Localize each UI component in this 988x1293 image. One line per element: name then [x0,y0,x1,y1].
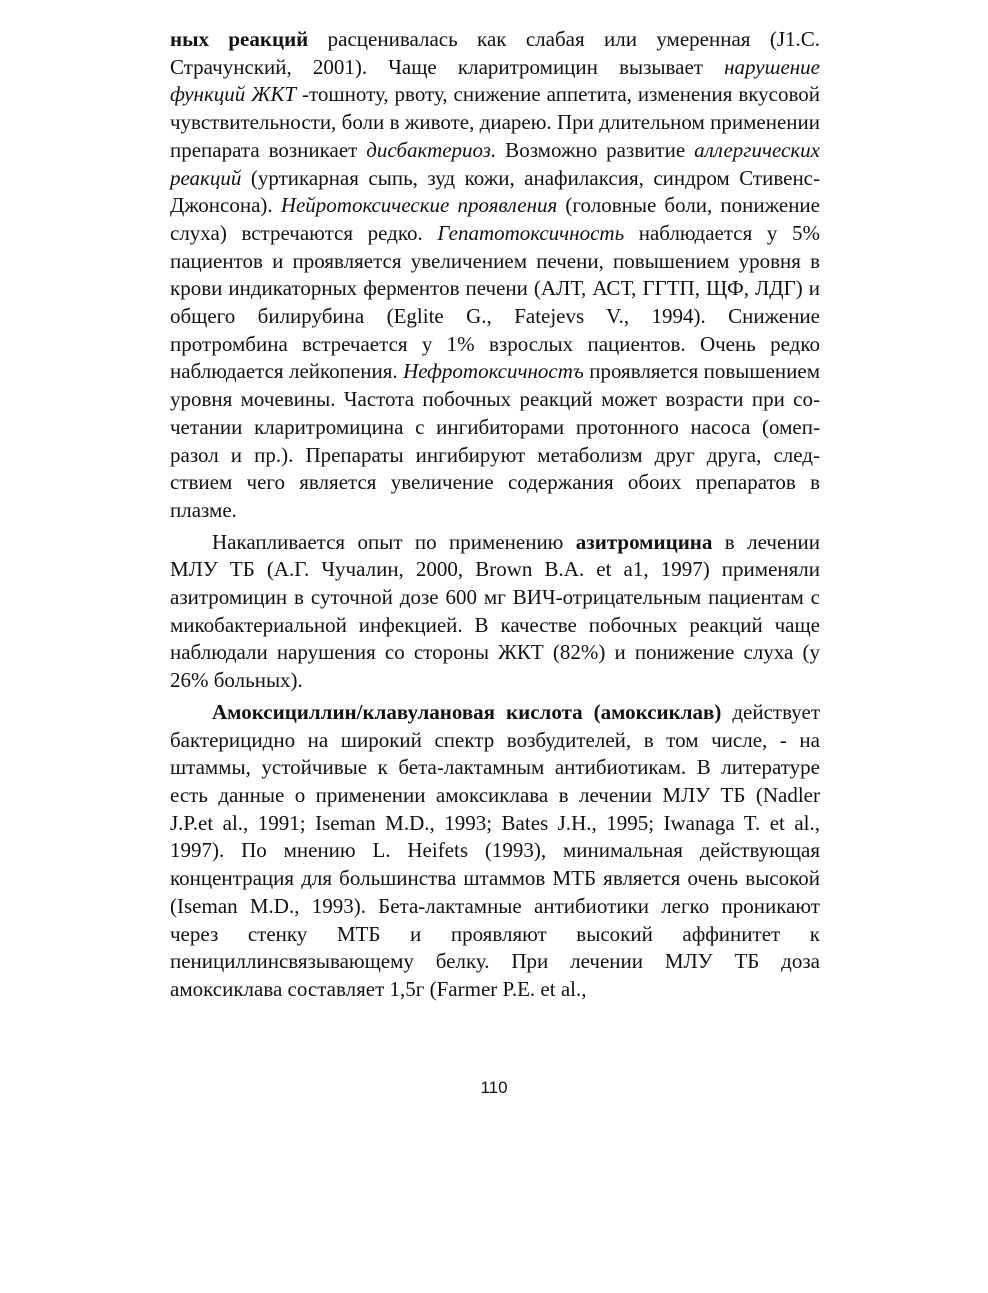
bold-term: Амоксициллин/клавулановая кислота (амоксиклав) [212,699,722,724]
text-run: расценивалась как слабая или умеренная (J1.C. Страчунский, 2001). Чаще кларитромицин вызывает [170,27,820,79]
text-run: наблюдается у 5% пациентов и проявляется увеличением печени, повышением уровня в крови индикаторных ферментов печени (АЛТ, АСТ, ГГТП, ЩФ, ЛДГ) и общего билирубина (Eglite G., Fatejevs V., 1994). Снижение протромбина встречается у 1% взрослых пациентов. Очень редко наблюдается лейкопения. [170,220,820,384]
italic-term: дисбактериоз. [366,137,497,162]
paragraph-clarithromycin-side-effects [170,26,820,525]
italic-term: аллергических реакций [170,137,820,190]
text-run: (уртикарная сыпь, зуд кожи, анафилаксия, синдром Стивенс-Джонсона). [170,165,820,218]
paragraph-azithromycin [170,529,820,695]
italic-term: Нейротоксические проявления [280,193,558,218]
italic-term: нарушение функций ЖКТ [170,54,820,107]
italic-term: Нефротоксичностъ [403,359,584,384]
text-run: -тошноту, рвоту, снижение аппетита, изменения вкусовой чувствительности, боли в животе, диарею. При длительном применении препарата возникает [170,82,820,162]
text-run: Накапливается опыт по применению [212,529,576,554]
text-run: проявляется повышением уровня мочевины. Частота побочных реакций может возрасти при сочетании кларитромицина с ингибиторами протонного насоса (омепразол и пр.). Препараты ингибируют метаболизм друг друга, следствием чего является увеличение содержания обоих препаратов в плазме. [170,359,820,522]
page-number: 110 [480,1078,508,1097]
text-run: в лечении МЛУ ТБ (А.Г. Чучалин, 2000, Brown В.А. et a1, 1997) применяли азитромицин в суточной дозе 600 мг ВИЧ-отрицательным пациентам с микобактериальной инфекцией. В качестве побочных реакций чаще наблюдали нарушения со стороны ЖКТ (82%) и понижение слуха (у 26% больных). [170,529,821,693]
italic-term: Гепатотоксичность [437,220,625,245]
page-body [170,26,820,1004]
bold-term: азитромицина [575,529,713,554]
text-run: Возможно развитие [496,137,695,162]
text-run: (головные боли, понижение слуха) встречаются редко. [170,193,820,245]
text-run: действует бактерицидно на широкий спектр возбудителей, в том числе, - на штаммы, устойчивые к бета-лактамным антибиотикам. В литературе есть данные о применении амоксиклава в лечении МЛУ ТБ (Nadler J.P.et al., 1991; Iseman M.D., 1993; Bates J.H., 1995; Iwanaga T. et al., 1997). По мнению L. Heifets (1993), минимальная действующая концентрация для большинства штаммов МТБ является очень высокой (Iseman M.D., 1993). Бета-лактамные антибиотики легко проникают через стенку МТБ и проявляют высокий аффинитет к пенициллинсвязывающему белку. При лечении МЛУ ТБ доза амоксиклава составляет 1,5г (Farmer P.E. et al., [170,699,820,1001]
bold-term: ных реакций [170,27,309,51]
paragraph-amoxiclav [170,699,820,1004]
